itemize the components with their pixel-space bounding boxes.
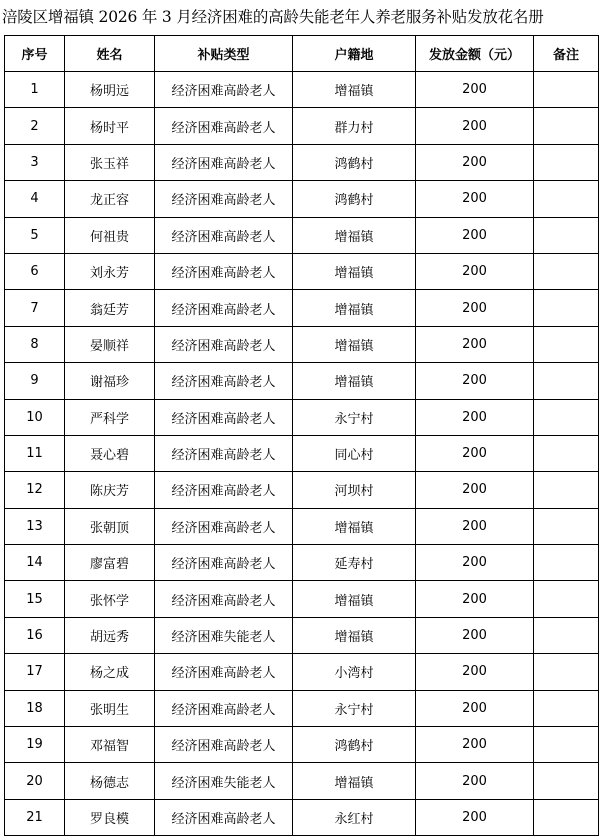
table-row [5,581,599,617]
cell-subsidy-type: 经济困难高龄老人 [155,290,293,326]
cell-household-registration: 鸿鹤村 [293,144,416,180]
cell-name: 张明生 [65,690,155,726]
cell-household-registration: 小湾村 [293,654,416,690]
cell-amount: 200 [416,181,534,217]
header-amount: 发放金额（元） [416,36,534,72]
cell-name: 张怀学 [65,581,155,617]
cell-serial-number: 9 [5,363,65,399]
cell-serial-number: 4 [5,181,65,217]
cell-serial-number: 19 [5,727,65,763]
cell-amount: 200 [416,799,534,835]
cell-remarks [534,690,599,726]
cell-amount: 200 [416,763,534,799]
cell-name: 严科学 [65,399,155,435]
table-row [5,363,599,399]
header-remarks: 备注 [534,36,599,72]
cell-household-registration: 增福镇 [293,363,416,399]
cell-serial-number: 13 [5,508,65,544]
cell-remarks [534,144,599,180]
cell-name: 陈庆芳 [65,472,155,508]
cell-household-registration: 河坝村 [293,472,416,508]
cell-subsidy-type: 经济困难高龄老人 [155,144,293,180]
cell-subsidy-type: 经济困难高龄老人 [155,363,293,399]
cell-household-registration: 增福镇 [293,72,416,108]
cell-remarks [534,654,599,690]
cell-subsidy-type: 经济困难高龄老人 [155,108,293,144]
table-row [5,545,599,581]
cell-amount: 200 [416,508,534,544]
cell-name: 杨明远 [65,72,155,108]
table-row [5,217,599,253]
cell-name: 邓福智 [65,727,155,763]
cell-household-registration: 鸿鹤村 [293,181,416,217]
cell-subsidy-type: 经济困难高龄老人 [155,181,293,217]
table-row [5,326,599,362]
table-row [5,508,599,544]
cell-remarks [534,508,599,544]
table-row [5,108,599,144]
cell-amount: 200 [416,581,534,617]
cell-remarks [534,108,599,144]
cell-subsidy-type: 经济困难高龄老人 [155,399,293,435]
cell-serial-number: 21 [5,799,65,835]
cell-name: 杨时平 [65,108,155,144]
cell-serial-number: 6 [5,253,65,289]
cell-serial-number: 14 [5,545,65,581]
table-row [5,799,599,835]
cell-remarks [534,290,599,326]
cell-serial-number: 20 [5,763,65,799]
header-household-registration: 户籍地 [293,36,416,72]
cell-amount: 200 [416,290,534,326]
cell-amount: 200 [416,72,534,108]
cell-remarks [534,545,599,581]
table-row [5,690,599,726]
cell-subsidy-type: 经济困难高龄老人 [155,581,293,617]
document-title: 涪陵区增福镇 2026 年 3 月经济困难的高龄失能老年人养老服务补贴发放花名册 [2,8,544,26]
cell-subsidy-type: 经济困难高龄老人 [155,217,293,253]
cell-name: 张朝顶 [65,508,155,544]
cell-household-registration: 永红村 [293,799,416,835]
table-row [5,654,599,690]
header-subsidy-type: 补贴类型 [155,36,293,72]
cell-household-registration: 同心村 [293,435,416,471]
cell-serial-number: 3 [5,144,65,180]
cell-name: 胡远秀 [65,617,155,653]
cell-remarks [534,326,599,362]
cell-subsidy-type: 经济困难高龄老人 [155,545,293,581]
cell-amount: 200 [416,144,534,180]
cell-serial-number: 1 [5,72,65,108]
table-row [5,290,599,326]
cell-household-registration: 永宁村 [293,690,416,726]
header-serial-number: 序号 [5,36,65,72]
cell-remarks [534,799,599,835]
cell-serial-number: 16 [5,617,65,653]
cell-household-registration: 增福镇 [293,326,416,362]
cell-name: 杨德志 [65,763,155,799]
subsidy-roster-table [4,35,599,836]
cell-amount: 200 [416,253,534,289]
table-row [5,253,599,289]
cell-amount: 200 [416,654,534,690]
cell-remarks [534,727,599,763]
cell-serial-number: 12 [5,472,65,508]
cell-remarks [534,363,599,399]
cell-household-registration: 鸿鹤村 [293,727,416,763]
cell-subsidy-type: 经济困难高龄老人 [155,727,293,763]
table-row [5,617,599,653]
cell-name: 聂心碧 [65,435,155,471]
table-row [5,435,599,471]
cell-remarks [534,435,599,471]
cell-serial-number: 17 [5,654,65,690]
cell-amount: 200 [416,435,534,471]
cell-name: 翁廷芳 [65,290,155,326]
cell-amount: 200 [416,727,534,763]
table-body [5,72,599,836]
cell-subsidy-type: 经济困难高龄老人 [155,72,293,108]
cell-subsidy-type: 经济困难高龄老人 [155,435,293,471]
cell-remarks [534,253,599,289]
cell-amount: 200 [416,108,534,144]
cell-household-registration: 延寿村 [293,545,416,581]
cell-household-registration: 增福镇 [293,617,416,653]
cell-serial-number: 10 [5,399,65,435]
cell-serial-number: 8 [5,326,65,362]
cell-subsidy-type: 经济困难高龄老人 [155,799,293,835]
cell-amount: 200 [416,690,534,726]
cell-amount: 200 [416,217,534,253]
cell-remarks [534,217,599,253]
cell-serial-number: 15 [5,581,65,617]
table-row [5,763,599,799]
cell-household-registration: 增福镇 [293,508,416,544]
cell-name: 龙正容 [65,181,155,217]
cell-name: 廖富碧 [65,545,155,581]
cell-remarks [534,399,599,435]
cell-remarks [534,581,599,617]
cell-household-registration: 增福镇 [293,581,416,617]
cell-amount: 200 [416,326,534,362]
table-row [5,181,599,217]
cell-serial-number: 7 [5,290,65,326]
cell-household-registration: 增福镇 [293,253,416,289]
cell-serial-number: 2 [5,108,65,144]
cell-remarks [534,181,599,217]
cell-name: 谢福珍 [65,363,155,399]
table-row [5,72,599,108]
cell-subsidy-type: 经济困难高龄老人 [155,654,293,690]
cell-amount: 200 [416,399,534,435]
cell-amount: 200 [416,545,534,581]
cell-remarks [534,763,599,799]
table-row [5,727,599,763]
cell-subsidy-type: 经济困难失能老人 [155,763,293,799]
cell-name: 何祖贵 [65,217,155,253]
cell-household-registration: 增福镇 [293,217,416,253]
cell-amount: 200 [416,617,534,653]
cell-household-registration: 增福镇 [293,763,416,799]
cell-name: 杨之成 [65,654,155,690]
cell-serial-number: 5 [5,217,65,253]
cell-serial-number: 11 [5,435,65,471]
table-row [5,472,599,508]
cell-household-registration: 增福镇 [293,290,416,326]
cell-name: 罗良模 [65,799,155,835]
cell-remarks [534,472,599,508]
cell-amount: 200 [416,472,534,508]
header-name: 姓名 [65,36,155,72]
cell-amount: 200 [416,363,534,399]
cell-name: 张玉祥 [65,144,155,180]
cell-remarks [534,617,599,653]
table-row [5,399,599,435]
cell-remarks [534,72,599,108]
cell-household-registration: 永宁村 [293,399,416,435]
table-header-row [5,36,599,72]
cell-subsidy-type: 经济困难高龄老人 [155,508,293,544]
cell-subsidy-type: 经济困难高龄老人 [155,472,293,508]
table-row [5,144,599,180]
cell-household-registration: 群力村 [293,108,416,144]
cell-name: 晏顺祥 [65,326,155,362]
cell-name: 刘永芳 [65,253,155,289]
cell-subsidy-type: 经济困难失能老人 [155,617,293,653]
cell-subsidy-type: 经济困难高龄老人 [155,690,293,726]
cell-serial-number: 18 [5,690,65,726]
cell-subsidy-type: 经济困难高龄老人 [155,326,293,362]
cell-subsidy-type: 经济困难高龄老人 [155,253,293,289]
